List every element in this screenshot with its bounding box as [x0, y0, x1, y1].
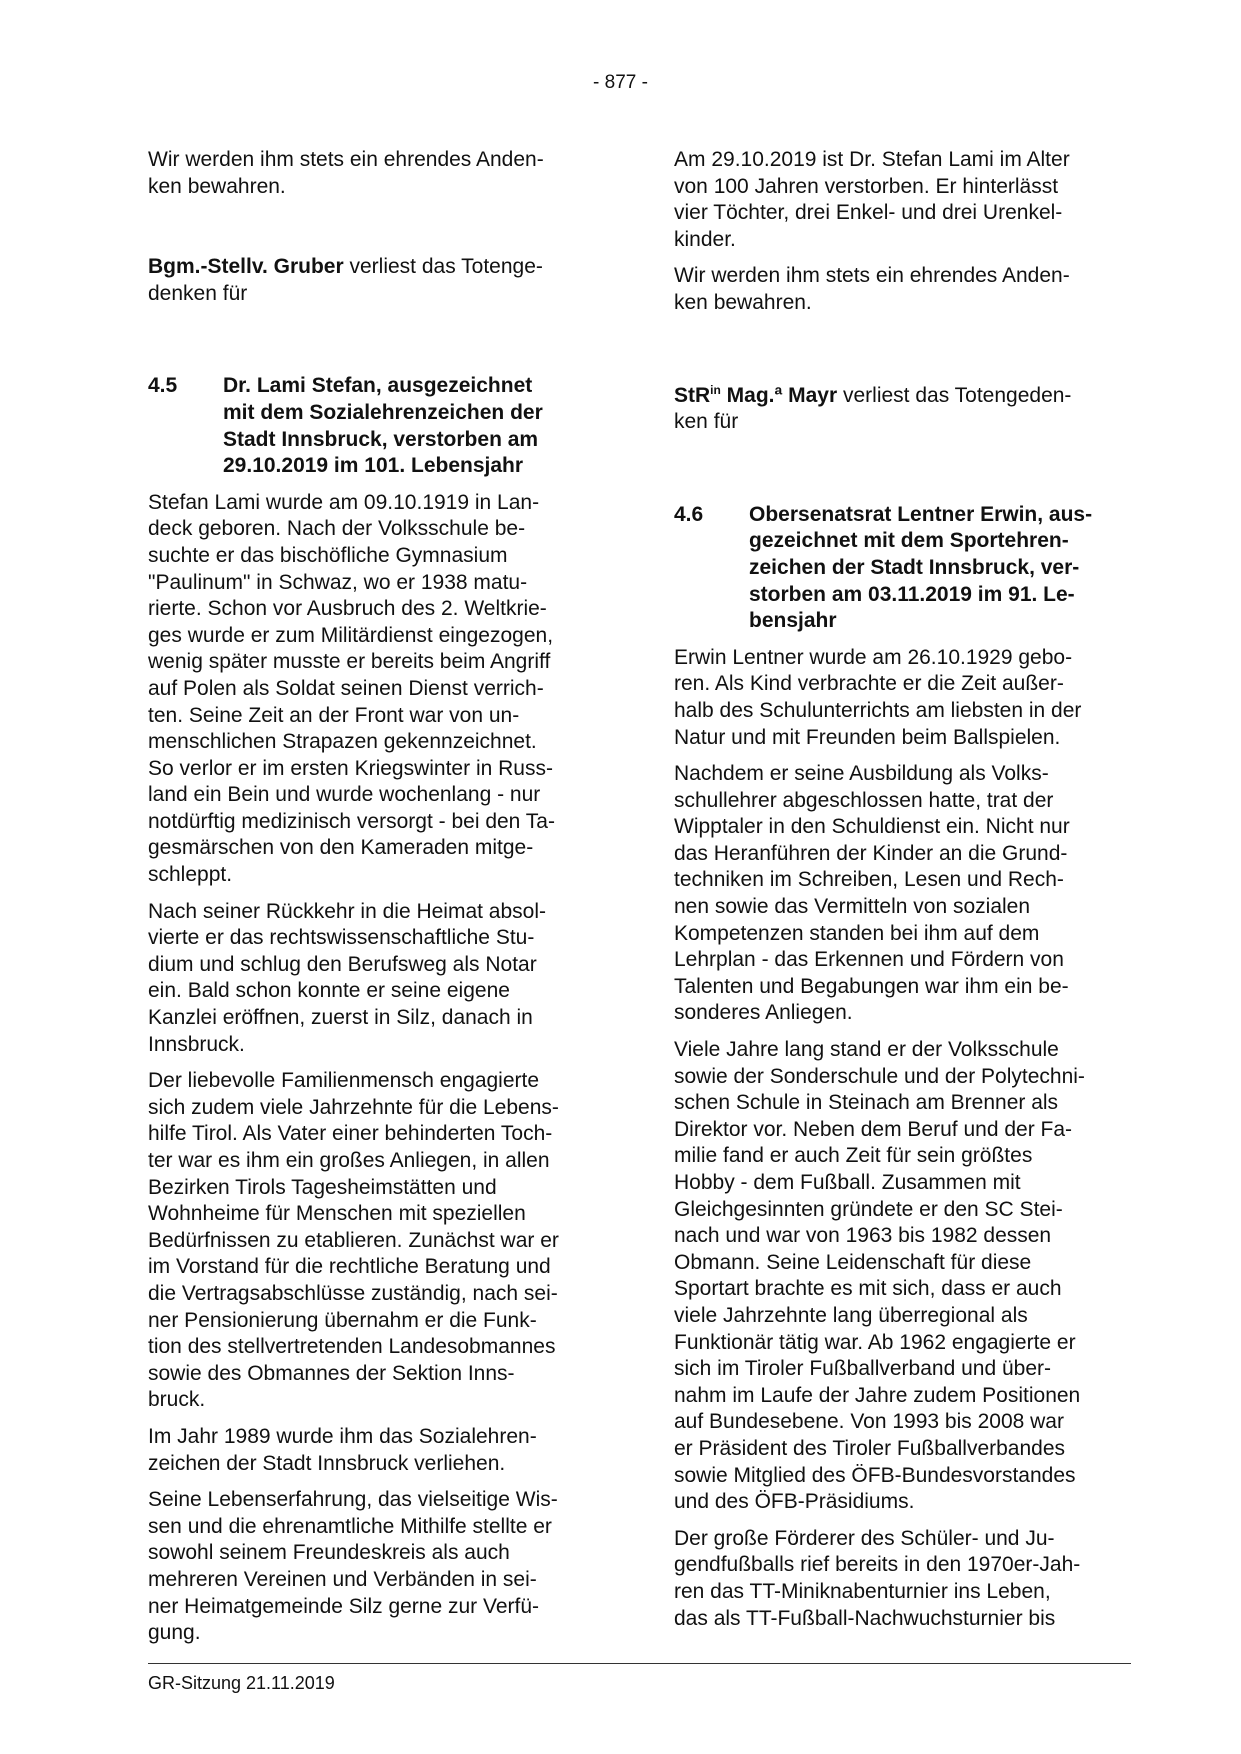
- left-intro-paragraph: [148, 147, 595, 200]
- speaker-text: denken für: [148, 281, 248, 305]
- section-number: 4.6: [674, 502, 704, 526]
- speaker-text: verliest das Totengeden-: [837, 383, 1072, 407]
- section-heading-4-5: [148, 373, 595, 479]
- body-paragraph: Erwin Lentner wurde am 26.10.1929 gebo- ren. Als Kind verbrachte er die Zeit außer- halb des Schulunterrichts am liebsten in der Natur und mit Freunden beim Ballspielen.: [674, 645, 1082, 749]
- speaker-text: ken für: [674, 410, 739, 434]
- left-speaker-line: [148, 254, 595, 307]
- text-line: ken bewahren.: [148, 174, 286, 198]
- section-title: Dr. Lami Stefan, ausgezeichnet mit dem Sozialehrenzeichen der Stadt Innsbruck, verstorben am 29.10.2019 im 101. Lebensjahr: [223, 374, 543, 478]
- body-paragraph: Der liebevolle Familienmensch engagierte sich zudem viele Jahrzehnte für die Lebens- hilfe Tirol. Als Vater einer behinderten Toch- ter war es ihm ein großes Anliegen, in allen Bezirken Tirols Tagesheimstätten und Wohnheime für Menschen mit speziellen Bedürfnissen zu etablieren. Zunächst war er im Vorstand für die rechtliche Beratung und die Vertragsabschlüsse zuständig, nach sei- ner Pensionierung übernahm er die Funk- tion des stellvertretenden Landesobmannes sowie des Obmannes der Sektion Inns- bruck.: [148, 1069, 559, 1412]
- body-paragraph: Viele Jahre lang stand er der Volksschule sowie der Sonderschule und der Polytechni- schen Schule in Steinach am Brenner als Direktor vor. Neben dem Beruf und der Fa- milie fand er auch Zeit für sein größtes Hobby - dem Fußball. Zusammen mit Gleichgesinnten gründete er den SC Stei- nach und war von 1963 bis 1982 dessen Obmann. Seine Leidenschaft für diese Sportart brachte es mit sich, dass er auch viele Jahrzehnte lang überregional als Funktionär tätig war. Ab 1962 engagierte er sich im Tiroler Fußballverband und über- nahm im Laufe der Jahre zudem Positionen auf Bundesebene. Von 1993 bis 2008 war er Präsident des Tiroler Fußballverbandes sowie Mitglied des ÖFB-Bundesvorstandes und des ÖFB-Präsidiums.: [674, 1038, 1085, 1514]
- footer-divider: [148, 1663, 1131, 1664]
- body-paragraph: Wir werden ihm stets ein ehrendes Anden- ken bewahren.: [674, 264, 1070, 314]
- section-heading-4-6: [674, 502, 1121, 635]
- right-column: [674, 147, 1121, 1642]
- speaker-name: Bgm.-Stellv. Gruber: [148, 255, 344, 279]
- right-speaker-line: [674, 383, 1121, 436]
- page-number: - 877 -: [593, 72, 648, 93]
- body-paragraph: Nach seiner Rückkehr in die Heimat absol- vierte er das rechtswissenschaftliche Stu- dium und schlug den Berufsweg als Notar ein. Bald schon konnte er seine eigene Kanzlei eröffnen, zuerst in Silz, danach in Innsbruck.: [148, 899, 547, 1056]
- section-number: 4.5: [148, 374, 178, 398]
- speaker-text: verliest das Totenge-: [343, 255, 543, 279]
- body-paragraph: Im Jahr 1989 wurde ihm das Sozialehren- zeichen der Stadt Innsbruck verliehen.: [148, 1424, 537, 1475]
- footer-text: GR-Sitzung 21.11.2019: [148, 1673, 335, 1693]
- body-paragraph: Stefan Lami wurde am 09.10.1919 in Lan- deck geboren. Nach der Volksschule be- suchte er das bischöfliche Gymnasium "Paulinum" in Schwaz, wo er 1938 matu- rierte. Schon vor Ausbruch des 2. Weltkrie- ges wurde er zum Militärdienst eingezogen, wenig später musste er bereits beim Angriff auf Polen als Soldat seinen Dienst verrich- ten. Seine Zeit an der Front war von un- menschlichen Strapazen gekennzeichnet. So verlor er im ersten Kriegswinter in Russ- land ein Bein und wurde wochenlang - nur notdürftig medizinisch versorgt - bei den Ta- gesmärschen von den Kameraden mitge- schleppt.: [148, 490, 555, 887]
- section-title: Obersenatsrat Lentner Erwin, aus- gezeichnet mit dem Sportehren- zeichen der Stadt Innsbruck, ver- storben am 03.11.2019 im 91. Le- bensjahr: [749, 502, 1093, 633]
- text-line: Wir werden ihm stets ein ehrendes Anden-: [148, 148, 544, 171]
- body-paragraph: Am 29.10.2019 ist Dr. Stefan Lami im Alter von 100 Jahren verstorben. Er hinterlässt vier Töchter, drei Enkel- und drei Urenkel- kinder.: [674, 148, 1070, 251]
- body-paragraph: Nachdem er seine Ausbildung als Volks- schullehrer abgeschlossen hatte, trat der Wipptaler in den Schuldienst ein. Nicht nur das Heranführen der Kinder an die Grund- techniken im Schreiben, Lesen und Rech- nen sowie das Vermitteln von sozialen Kompetenzen standen bei ihm auf dem Lehrplan - das Erkennen und Fördern von Talenten und Begabungen war ihm ein be- sonderes Anliegen.: [674, 762, 1070, 1025]
- speaker-name: StR$^{in}$ Mag.ª Mayr: [674, 382, 838, 407]
- body-paragraph: Seine Lebenserfahrung, das vielseitige Wis- sen und die ehrenamtliche Mithilfe stellte er sowohl seinem Freundeskreis als auch mehreren Vereinen und Verbänden in sei- ner Heimatgemeinde Silz gerne zur Verfü- gung.: [148, 1488, 558, 1645]
- body-paragraph: Der große Förderer des Schüler- und Ju- gendfußballs rief bereits in den 1970er-Jah- ren das TT-Miniknabenturnier ins Leben, das als TT-Fußball-Nachwuchsturnier bis: [674, 1526, 1081, 1630]
- left-column: [148, 147, 595, 1657]
